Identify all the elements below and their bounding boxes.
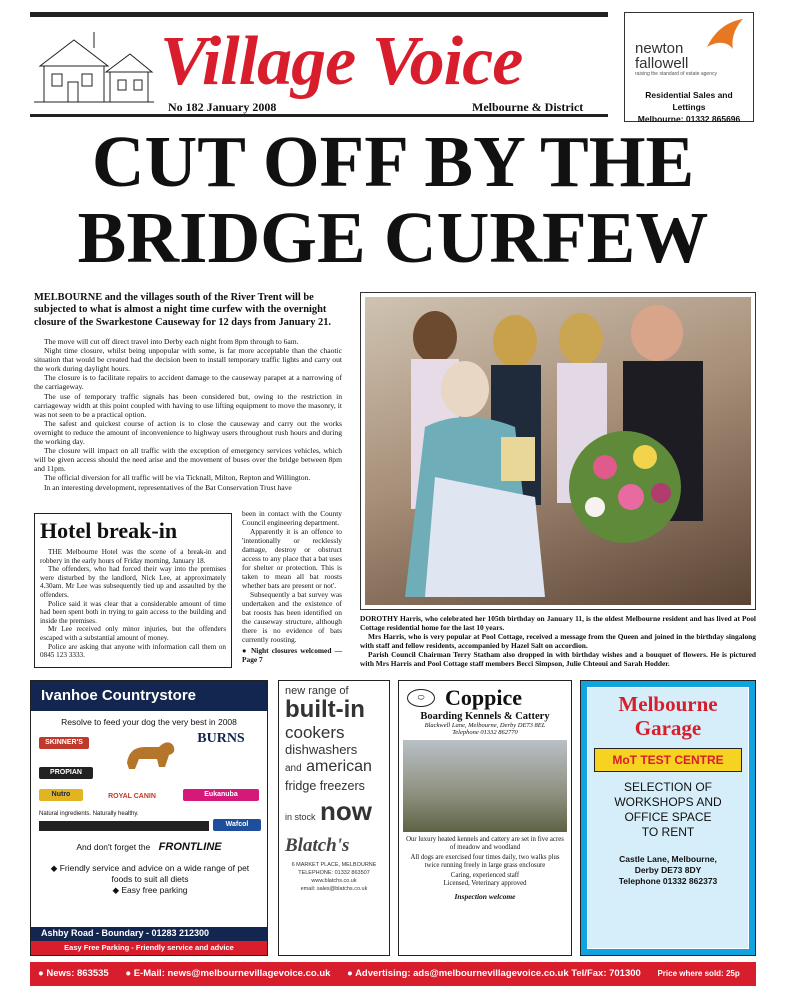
garage-addr1: Castle Lane, Melbourne, — [619, 854, 717, 864]
footer-advertising[interactable]: ● Advertising: ads@melbournevillagevoice.co.uk Tel/Fax: 701300 — [347, 968, 641, 979]
blatch-line4: dishwashers — [285, 742, 358, 757]
masthead-rule-top — [30, 12, 608, 17]
sponsor-text1: Residential Sales and Lettings — [645, 90, 733, 112]
lead-paragraph: The safest and quickest course of action is to close the causeway and carry out the works overnight to reduce the amount of inconvenience to highway users throughout rush hours and during the working day. — [34, 418, 342, 447]
blatch-line6: american — [306, 758, 372, 775]
garage-sel4: TO RENT — [641, 825, 695, 839]
footer-email[interactable]: ● E-Mail: news@melbournevillagevoice.co.uk — [125, 968, 331, 979]
ad-coppice[interactable] — [398, 680, 572, 956]
coppice-sub: Boarding Kennels & Cattery — [420, 711, 550, 722]
blatch-line5: and — [285, 763, 302, 774]
coppice-logo-icon: ⬭ — [407, 689, 435, 707]
bat-paragraph: Subsequently a bat survey was undertaken and the existence of bat roosts has been identified on the causeway structure, although there is no evidence of bats currently roosting. — [242, 590, 342, 644]
brand-logo: Wafcol — [213, 819, 261, 831]
coppice-text1: Our luxury heated kennels and cattery are set in five acres of meadow and woodland — [406, 836, 564, 851]
bat-column — [242, 509, 342, 664]
ivanhoe-address: Ashby Road - Boundary - 01283 212300 — [31, 927, 267, 941]
sponsor-logo-line1: newton — [635, 40, 684, 57]
coppice-text5: Inspection welcome — [454, 892, 516, 901]
mot-badge: MoT TEST CENTRE — [594, 748, 742, 772]
continued-link[interactable]: ● Night closures welcomed — Page 7 — [242, 646, 342, 664]
ivanhoe-strap: Easy Free Parking - Friendly service and advice — [31, 941, 267, 955]
headline-line2: BRIDGE CURFEW — [77, 197, 709, 278]
brand-logo: BURNS — [197, 731, 245, 746]
issue-number: No 182 January 2008 — [168, 100, 277, 114]
garage-name1: Melbourne — [618, 692, 718, 716]
hotel-story-box — [34, 513, 232, 668]
hotel-paragraph: Police said it was clear that a considerable amount of time had been spent both in trying to gain access to the building and inside the premises. — [40, 599, 226, 625]
ivanhoe-bullets — [45, 863, 255, 896]
lead-paragraph: The official diversion for all traffic will be via Ticknall, Milton, Repton and Willington. — [44, 473, 311, 483]
bat-paragraph: Apparently it is an offence to 'intentionally or recklessly damage, destroy or obstruct access to any place that a bat uses for shelter or protection. This is taken to mean all bat roosts whether bats are present or not'. — [242, 527, 342, 590]
lead-paragraph: In an interesting development, representatives of the Bat Conservation Trust have — [44, 482, 292, 492]
melbourne-garage-panel — [587, 687, 749, 949]
dog-icon — [119, 733, 179, 777]
hotel-paragraph: The offenders, who had forced their way into the premises were disturbed by the landlord, Nick Lee, at approximately 4.30am. Mr Lee was subsequently tied up and assaulted by the offenders. — [40, 565, 226, 599]
hotel-heading: Hotel break-in — [40, 518, 178, 543]
coppice-name: Coppice — [445, 685, 522, 710]
garage-sel3: OFFICE SPACE — [624, 810, 712, 824]
birthday-photo — [365, 297, 751, 605]
garage-addr2: Derby DE73 8DY — [634, 865, 702, 875]
blatch-email[interactable]: email: sales@blatchs.co.uk — [300, 886, 368, 892]
caption-paragraph: Mrs Harris, who is very popular at Pool Cottage, received a message from the Queen and joined in the birthday singalong with staff and fellow residents, accompanied by Hazel Salt on accordion. — [360, 632, 756, 650]
coppice-photo — [403, 740, 567, 832]
masthead-title: Village Voice — [160, 23, 523, 100]
sponsor-logo-icon — [705, 17, 745, 51]
hotel-paragraph: Mr Lee received only minor injuries, but the offenders escaped with a substantial amount of money. — [40, 625, 226, 642]
lead-body — [34, 337, 342, 492]
footer-bar — [30, 962, 756, 986]
blatch-address: 6 MARKET PLACE, MELBOURNE — [291, 862, 377, 868]
brand-logo: Nutro — [39, 789, 83, 801]
main-headline — [30, 121, 756, 278]
blatch-line3: cookers — [285, 723, 345, 742]
lead-paragraph: The use of temporary traffic signals has been considered but, owing to the restriction in carriageway width at this point coupled with having to use lifting equipment to move the masonry, it was not seen to be a practical option. — [34, 391, 342, 419]
bat-paragraph: been in contact with the County Council engineering department. — [242, 509, 342, 527]
blatch-web[interactable]: www.blatchs.co.uk — [311, 878, 357, 884]
lead-paragraph: The move will cut off direct travel into Derby each night from 8pm through to 6am. — [44, 337, 299, 346]
lead-intro: MELBOURNE and the villages south of the River Trent will be subjected to what is almost a night time curfew with the overnight closure of the Swarkestone Causeway for 12 days from January 21. — [34, 292, 331, 328]
garage-sel1: SELECTION OF — [623, 780, 712, 794]
lead-paragraph: Night time closure, whilst being unpopular with some, is far more acceptable than the chaotic situation that would be created had the decision been to install temporary traffic lights and carry out the work during daylight hours. — [34, 346, 342, 374]
frontline-logo: FRONTLINE — [158, 841, 222, 853]
ad-blatchs[interactable] — [278, 680, 390, 956]
blatch-line2: built-in — [285, 696, 365, 723]
birthday-photo-frame — [360, 292, 756, 610]
blatch-brand: Blatch's — [285, 835, 350, 856]
lead-paragraph: The closure is to facilitate repairs to accident damage to the causeway parapet at a narrowing of the carriageway. — [34, 373, 342, 392]
brand-logo: PROPIAN — [39, 767, 93, 779]
coppice-text3: Caring, experienced staff — [450, 872, 520, 879]
garage-tel: Telephone 01332 862373 — [618, 876, 718, 886]
ivanhoe-bullet-text: Easy free parking — [121, 885, 188, 895]
ad-melbourne-garage[interactable] — [580, 680, 756, 956]
hotel-paragraph: Police are asking that anyone with information call them on 0845 123 3333. — [40, 642, 226, 660]
ivanhoe-band — [39, 821, 209, 831]
coppice-text4: Licensed, Veterinary approved — [443, 880, 527, 887]
blatch-line8: in stock — [285, 812, 316, 822]
footer-price: Price where sold: 25p — [657, 969, 740, 978]
brand-logo: ROYAL CANIN — [108, 793, 156, 800]
ad-ivanhoe[interactable] — [30, 680, 268, 956]
hotel-paragraph: THE Melbourne Hotel was the scene of a break-in and robbery in the early hours of Friday morning, January 18. — [40, 548, 226, 565]
footer-news[interactable]: ● News: 863535 — [38, 968, 109, 979]
brand-logo: Eukanuba — [183, 789, 259, 801]
ivanhoe-forget-text: And don't forget the — [76, 842, 151, 852]
ivanhoe-bullet: ◆ Friendly service and advice on a wide range of pet foods to suit all diets — [50, 863, 250, 884]
caption-paragraph: DOROTHY Harris, who celebrated her 105th birthday on January 11, is the oldest Melbourne resident and has lived at Pool Cottage residential home for the last 10 years. — [360, 614, 756, 632]
caption-paragraph: Parish Council Chairman Terry Statham also dropped in with birthday wishes and a bouquet of flowers. He is pictured with Mrs Harris and Pool Cottage staff members Becci Simpson, Julie Chteoui and Sarah Hodder. — [360, 650, 756, 668]
ivanhoe-name: Ivanhoe Countrystore — [31, 681, 267, 711]
coppice-text2: All dogs are exercised four times daily, two walks plus twice running freely in large grass enclosure — [410, 854, 560, 869]
sponsor-text2: Melbourne: 01332 865696 — [637, 114, 741, 124]
lead-paragraph: The closure will impact on all traffic with the exception of emergency services vehicles, which will be given access should the need arise and the movement of buses over the bridge between 8pm and 11pm. — [34, 446, 342, 474]
garage-sel2: WORKSHOPS AND — [614, 795, 722, 809]
ivanhoe-bullet: ◆ Easy free parking — [112, 885, 188, 895]
sponsor-tagline: raising the standard of estate agency — [635, 71, 717, 77]
ivanhoe-natural: Natural ingredients. Naturally healthy. — [39, 811, 139, 817]
sponsor-box[interactable] — [624, 12, 754, 122]
sponsor-logo-line2: fallowell — [635, 55, 689, 72]
garage-name2: Garage — [634, 716, 702, 740]
coppice-address: Blackwell Lane, Melbourne, Derby DE73 8EL — [424, 722, 546, 729]
blatch-line7: fridge freezers — [285, 779, 365, 793]
ivanhoe-bullet-text: Friendly service and advice on a wide range of pet foods to suit all diets — [59, 863, 250, 884]
house-illustration — [34, 22, 154, 108]
coppice-tel: Telephone 01332 862770 — [452, 729, 518, 736]
photo-caption — [360, 614, 756, 668]
blatch-line9: now — [319, 796, 372, 826]
blatch-line1: new range of — [285, 685, 349, 697]
brand-logo: SKINNER'S — [39, 737, 89, 749]
ivanhoe-forget — [31, 841, 267, 853]
headline-line1: CUT OFF BY THE — [91, 121, 695, 202]
ivanhoe-sub: Resolve to feed your dog the very best in 2008 — [61, 717, 237, 727]
district-label: Melbourne & District — [472, 100, 584, 114]
blatch-phone: TELEPHONE: 01332 863507 — [298, 870, 370, 876]
